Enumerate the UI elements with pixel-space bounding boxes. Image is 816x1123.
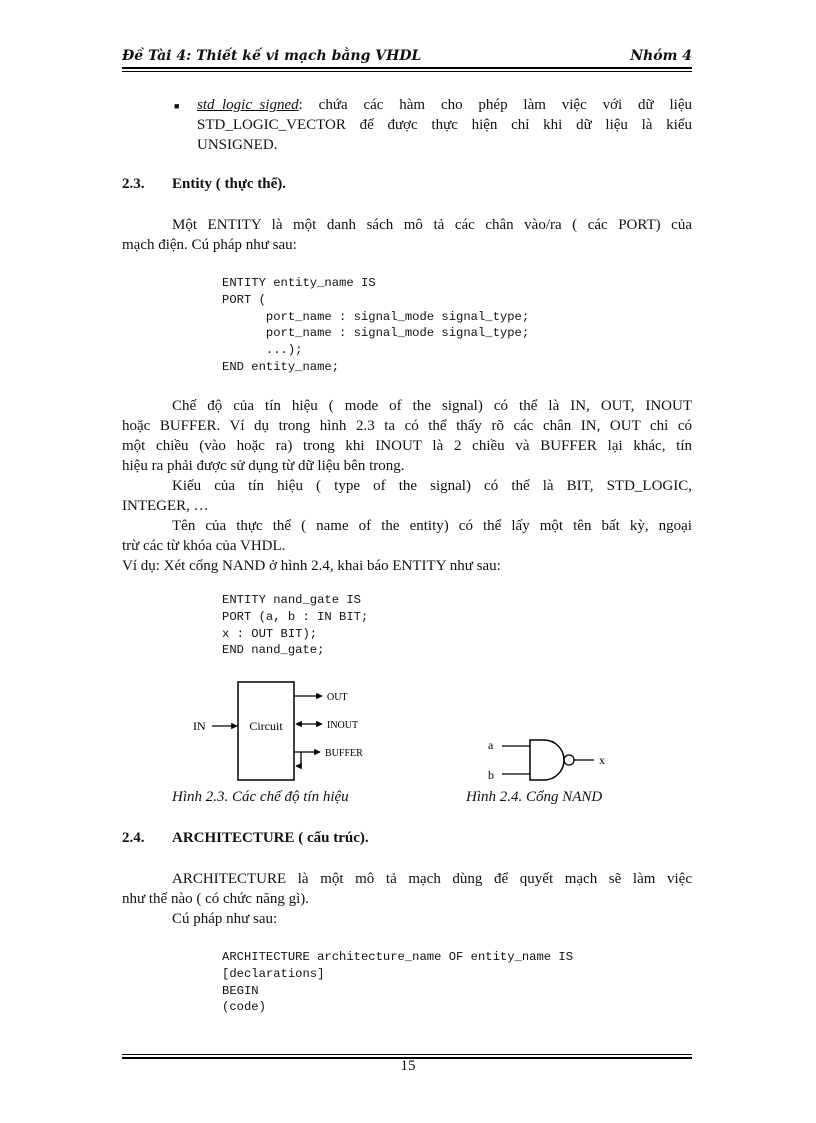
mode-line-2: hoặc BUFFER. Ví dụ trong hình 2.3 ta có thể thấy rõ các chân IN, OUT chỉ có [122, 418, 692, 434]
arch-line-1: ARCHITECTURE là một mô tả mạch dùng để quyết mạch sẽ làm việc [172, 871, 692, 887]
code-line: BEGIN [222, 983, 259, 998]
mode-line-3: một chiều (vào hoặc ra) trong khi INOUT là 2 chiều và BUFFER lại khác, tín [122, 438, 692, 454]
buffer-label: BUFFER [325, 748, 363, 759]
figure-24-caption: Hình 2.4. Cổng NAND [466, 789, 603, 805]
code-line: ...); [222, 343, 303, 358]
code-line: END nand_gate; [222, 643, 325, 658]
example-line: Ví dụ: Xét cổng NAND ở hình 2.4, khai báo ENTITY như sau: [122, 558, 501, 574]
code-line: ARCHITECTURE architecture_name OF entity_name IS [222, 950, 574, 964]
code-line: (code) [222, 1000, 266, 1015]
figure-nand-gate [482, 734, 612, 784]
circuit-label: Circuit [249, 719, 283, 733]
code-entity-syntax [222, 275, 529, 376]
header-rule [122, 67, 692, 69]
nand-body [530, 740, 564, 780]
section-23-title: Entity ( thực thể). [172, 176, 286, 192]
section-24-number: 2.4. [122, 830, 145, 846]
mode-line-1: Chế độ của tín hiệu ( mode of the signal) có thể là IN, OUT, INOUT [172, 398, 692, 414]
bullet-line-3: UNSIGNED. [197, 137, 278, 153]
entity-intro-line-2: mạch điện. Cú pháp như sau: [122, 237, 297, 253]
code-nand-entity [222, 592, 368, 659]
figure-23-caption: Hình 2.3. Các chế độ tín hiệu [172, 789, 349, 805]
page-number: 15 [400, 1058, 416, 1074]
b-label: b [488, 768, 494, 782]
name-line-1: Tên của thực thể ( name of the entity) có thể lấy một tên bất kỳ, ngoại [172, 518, 692, 534]
x-label: x [599, 753, 605, 767]
code-architecture-syntax [222, 949, 573, 1016]
header-group: Nhóm 4 [630, 48, 692, 64]
bullet-marker: ■ [174, 101, 180, 111]
inout-label: INOUT [327, 720, 359, 731]
header-title: Đề Tài 4: Thiết kế vi mạch bằng VHDL [122, 48, 422, 64]
arch-line-2: như thế nào ( có chức năng gì). [122, 891, 310, 907]
footer-rule-thin [122, 1054, 692, 1055]
bullet-line-2: STD_LOGIC_VECTOR để được thực hiện chỉ khi dữ liệu là kiểu [197, 117, 692, 133]
nand-bubble [564, 755, 574, 765]
bullet-term: std_logic_signed [197, 97, 299, 113]
code-line: ENTITY nand_gate IS [222, 593, 361, 607]
code-line: port_name : signal_mode signal_type; [222, 326, 530, 341]
a-label: a [488, 738, 494, 752]
type-line-2: INTEGER, … [122, 498, 209, 514]
code-line: port_name : signal_mode signal_type; [222, 309, 530, 324]
code-line: PORT (a, b : IN BIT; [222, 609, 369, 624]
code-line: ENTITY entity_name IS [222, 276, 376, 290]
mode-line-4: hiệu ra phải được sử dụng từ dữ liệu bên trong. [122, 458, 405, 474]
in-label: IN [193, 719, 206, 733]
arch-line-3: Cú pháp như sau: [172, 911, 278, 927]
type-line-1: Kiểu của tín hiệu ( type of the signal) có thể là BIT, STD_LOGIC, [172, 478, 692, 494]
buffer-feedback-arrow [296, 752, 301, 766]
section-23-number: 2.3. [122, 176, 145, 192]
figure-signal-modes [188, 676, 378, 786]
bullet-line-1: std_logic_signed: chứa các hàm cho phép làm việc với dữ liệu [197, 97, 692, 113]
page-header [122, 48, 692, 66]
code-line: PORT ( [222, 292, 266, 307]
code-line: x : OUT BIT); [222, 626, 318, 641]
code-line: END entity_name; [222, 359, 340, 374]
header-rule-thin [122, 71, 692, 72]
section-24-title: ARCHITECTURE ( cấu trúc). [172, 830, 369, 846]
code-line: [declarations] [222, 966, 325, 981]
entity-intro-line-1: Một ENTITY là một danh sách mô tả các chân vào/ra ( các PORT) của [172, 217, 692, 233]
name-line-2: trừ các từ khóa của VHDL. [122, 538, 286, 554]
out-label: OUT [327, 692, 348, 703]
